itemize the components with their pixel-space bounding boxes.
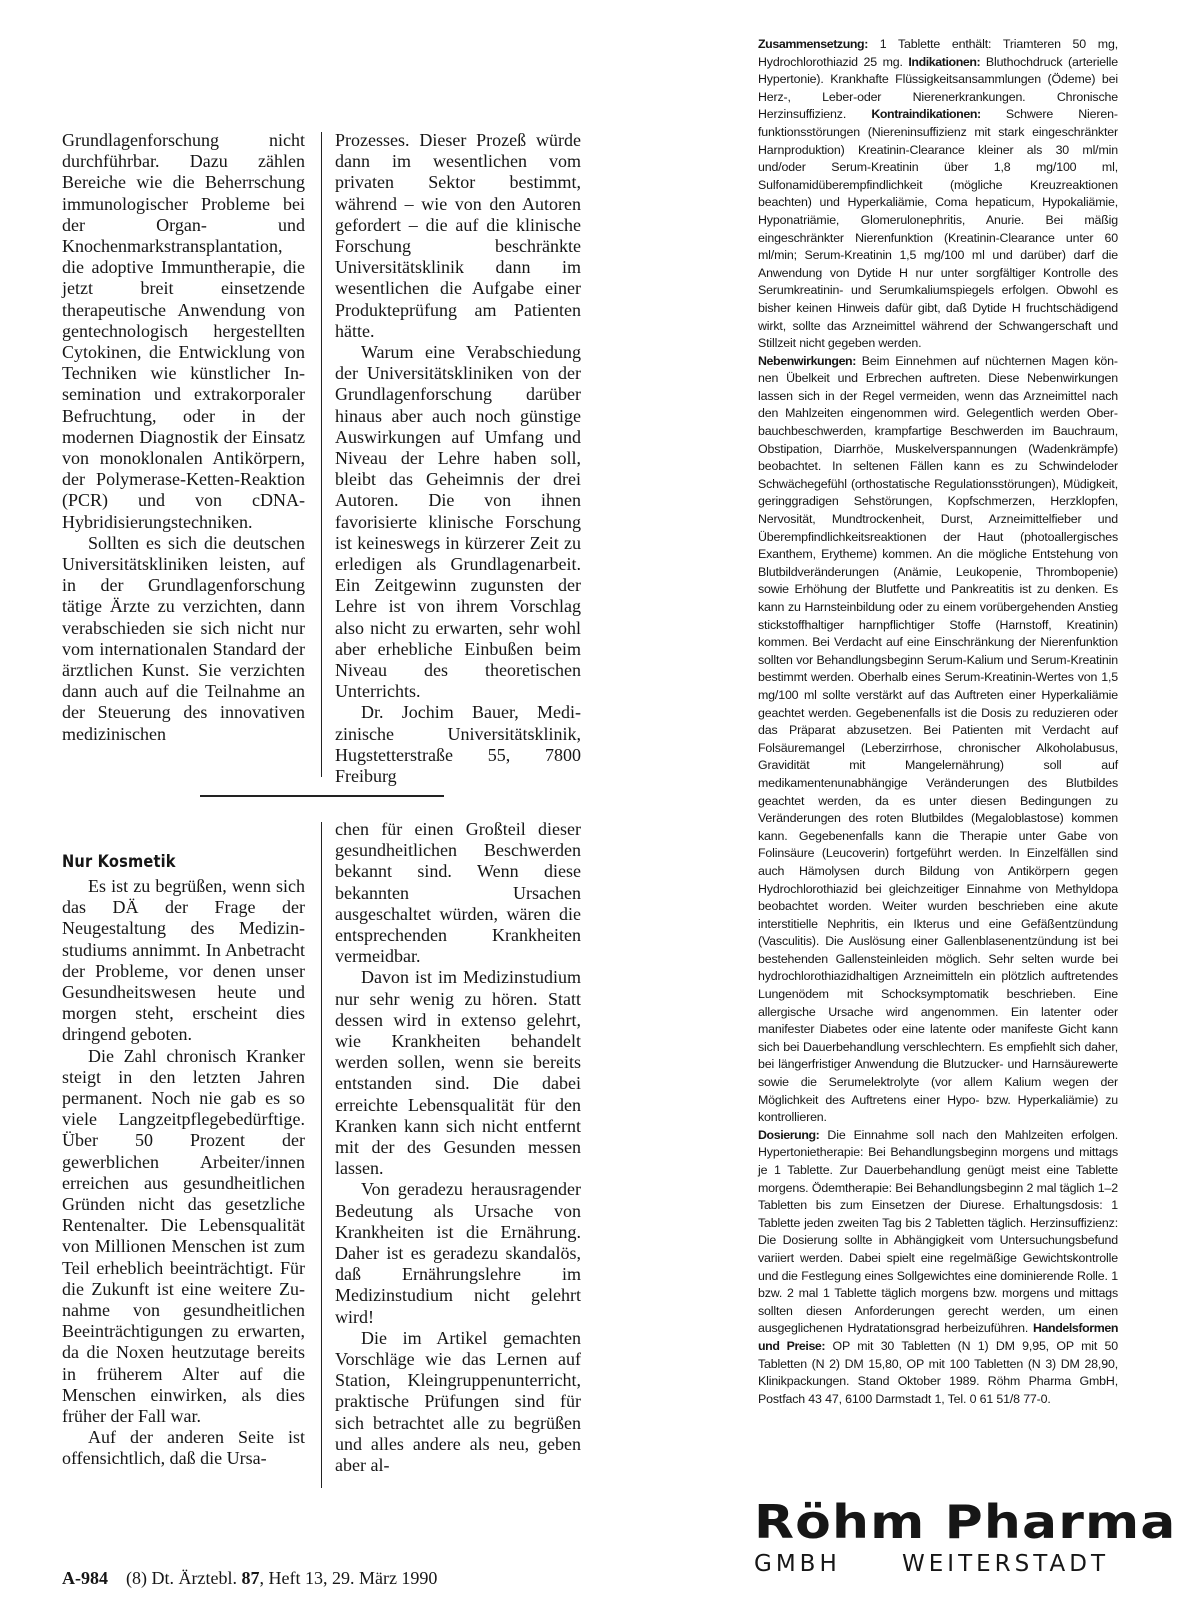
ad-text: Bluthochdruck (arterielle Hypertonie). Krankhafte Flüssigkeitsansammlungen (Ödeme) bei Herz-, Leber-oder Nierenerkrankungen. Chronische Herzinsuffizienz. [758, 54, 1118, 122]
paragraph: Grundlagenforschung nicht durchführbar. Dazu zählen Bereiche wie die Beherrschung immunologischer Probleme bei der Organ- und Knochenmarkstransplantation, die adoptive Immuntherapie, die jetzt breit einsetzende therapeutische Anwendung von gentechnologisch hergestellten Cytokinen, die Entwicklung von Techniken wie künstlicher Insemination und extrakorporaler Befruchtung, oder in der modernen Diagnostik der Einsatz von monoklonalen Antikörpern, der Polymerase-Ketten-Reaktion (PCR) und von cDNA-Hybridisierungstechniken. [62, 130, 305, 532]
letter-column-2 [335, 130, 581, 787]
page-number: A-984 [62, 1568, 108, 1588]
paragraph: Sollten es sich die deutschen Universitätskliniken leisten, auf in der Grundlagenforschung tätige Ärzte zu verzichten, dann verabschieden sie sich nicht nur vom internationalen Standard der ärztlichen Kunst. Sie verzichten dann auch auf die Teilnahme an der Steuerung des innovativen medizinischen [62, 532, 305, 744]
ad-label: Handelsformen und Preise: [758, 1321, 1118, 1353]
signature: Dr. Jochim Bauer, Medizinische Universitätsklinik, Hugstetterstraße 55, 7800 Freiburg [335, 702, 581, 787]
column-divider [321, 822, 322, 1488]
logo-gmbh: GMBH [754, 1551, 841, 1577]
paragraph: chen für einen Großteil dieser gesundheitlichen Beschwerden bekannt sind. Wenn diese bekannten Ursachen ausgeschaltet würden, wären die entsprechenden Krankheiten vermeidbar. [335, 819, 581, 967]
paragraph: Die im Artikel gemachten Vorschläge wie das Lernen auf Station, Kleingruppenunterricht, praktische Prüfungen sind für sich betrachtet alle zu begrüßen und alles andere als neu, geben aber al- [335, 1327, 581, 1476]
citation-volume: 87 [241, 1568, 260, 1588]
ad-paragraph [758, 1127, 1118, 1409]
section-divider [200, 795, 444, 797]
roehm-pharma-logo [754, 1495, 1177, 1577]
ad-label: Kontraindikationen: [871, 107, 981, 122]
paragraph: Die Zahl chronisch Kranker steigt in den letzten Jahren permanent. Noch nie gab es so viele Langzeitpflegebedürftige. Über 50 Prozent der gewerblichen Arbeiter/innen erreichen aus gesundheitlichen Gründen nicht das gesetzliche Rentenalter. Die Lebensqualität von Millionen Menschen ist zum Teil erheblich beeinträchtigt. Für die Zukunft ist eine weitere Zunahme von gesundheitlichen Beeinträchtigungen zu erwarten, da die Noxen heutzutage bereits in früherem Alter auf die Menschen einwirken, als dies früher der Fall war. [62, 1045, 305, 1427]
logo-subline [754, 1551, 1109, 1577]
ad-text: 1 Tablette enthält: Triamteren 50 mg, Hydrochlorothiazid 25 mg. [758, 37, 1118, 69]
paragraph: Prozesses. Dieser Prozeß würde dann im wesentlichen vom privaten Sektor bestimmt, während – wie von den Autoren gefordert – die auf die klinische Forschung beschränkte Universitätsklinik dann im wesentlichen die Aufgabe einer Produkteprüfung am Patienten hätte. [335, 130, 581, 341]
letter-column-1 [62, 130, 305, 745]
ad-label: Nebenwirkungen: [758, 353, 856, 368]
ad-paragraph [758, 353, 1118, 1127]
paragraph: Warum eine Verabschiedung der Universitätskliniken von der Grundlagenforschung darüber hinaus aber auch noch günstige Auswirkungen auf Umfang und Niveau der Lehre haben soll, bleibt das Geheimnis der drei Autoren. Die von ihnen favorisierte klinische Forschung ist keineswegs in kürzerer Zeit zu erledigen als Grundlagenarbeit. Ein Zeitgewinn zugunsten der Lehre ist von ihrem Vorschlag also nicht zu erwarten, sehr wohl aber erhebliche Einbußen beim Niveau des theoretischen Unterrichts. [335, 342, 581, 702]
page-footer [62, 1568, 437, 1589]
ad-text: Die Einnahme soll nach den Mahlzeiten erfolgen. Hypertonietherapie: Bei Behandlungsbeginn morgens und mittags je 1 Tablette. Zur Dauerbehandlung genügt meist eine Tablette morgens. Ödemtherapie: Bei Behandlungsbeginn 2 mal täglich 1–2 Tabletten bis zum Einsetzen der Diurese. Erhaltungsdosis: 1 Tablette jeden zweiten Tag bis 2 Tabletten täglich. Herzinsuffizienz: Die Dosierung sollte in Abhängigkeit vom Untersuchungsbefund variiert werden. Dabei spielt eine regelmäßige Gewichtskontrolle und die Festlegung eines Sollgewichtes eine dominierende Rolle. 1 bzw. 2 mal 1 Tablette täglich morgens bzw. morgens und mittags sollten diesen Anforderungen gerecht werden, um einen ausgeglichenen Hydratationsgrad herbeizuführen. [758, 1127, 1118, 1336]
ad-text: Schwere Nierenfunktionsstörungen (Niereninsuffizienz mit stark eingeschränkter Harnproduktion) Kreatinin-Clearance kleiner als 30 ml/min und/oder Serum-Kreatinin über 1,8 mg/100 ml, Sulfonamidüberempfindlichkeit (mögliche Kreuzreaktionen beachten) und Hyperkaliämie, Coma hepaticum, Hypokaliämie, Hyponatriämie, Glomerulonephritis, Anurie. Bei mäßig eingeschränkter Nierenfunktion (Kreatinin-Clearance unter 60 ml/min; Serum-Kreatinin 1,5 mg/100 ml und darüber) darf die Anwendung von Dytide H nur unter sorgfältiger Kontrolle des Serumkreatinin- und Serumkaliumspiegels erfolgen. Obwohl es bisher keinen Hinweis dafür gibt, daß Dytide H fruchtschädigend wirkt, sollte das Arzneimittel während der Schwangerschaft und Stillzeit nicht gegeben werden. [758, 107, 1118, 351]
letter-column-3 [62, 876, 305, 1470]
citation-issue: , Heft 13, 29. März 1990 [259, 1568, 438, 1588]
citation-prefix: (8) Dt. Ärztebl. [126, 1568, 242, 1588]
paragraph: Auf der anderen Seite ist offensichtlich, daß die Ursa- [62, 1427, 305, 1469]
logo-name: Röhm Pharma [754, 1495, 1177, 1549]
paragraph: Von geradezu herausragender Bedeutung als Ursache von Krankheiten ist die Ernährung. Daher ist es geradezu skandalös, daß Ernährungslehre im Medizinstudium nicht gelehrt wird! [335, 1179, 581, 1327]
section-title: Nur Kosmetik [62, 852, 176, 872]
logo-location: WEITERSTADT [902, 1551, 1109, 1577]
drug-information [758, 36, 1118, 1408]
ad-text: OP mit 30 Tabletten (N 1) DM 9,95, OP mit 50 Tabletten (N 2) DM 15,80, OP mit 100 Tabletten (N 3) DM 28,90, Klinikpackungen. Stand Oktober 1989. Röhm Pharma GmbH, Postfach 43 47, 6100 Darmstadt 1, Tel. 0 61 51/8 77-0. [758, 1338, 1118, 1406]
ad-label: Zusammensetzung: [758, 37, 868, 51]
ad-text: Beim Einnehmen auf nüchternen Magen können Übelkeit und Erbrechen auftreten. Diese Nebenwirkungen lassen sich in der Regel vermeiden, wenn das Arzneimittel nach den Mahlzeiten eingenommen wird. Gelegentlich werden Oberbauchbeschwerden, krampfartige Beschwerden im Bauchraum, Obstipation, Diarrhöe, Muskelverspannungen (Wadenkrämpfe) beobachtet. In seltenen Fällen kann es zu Schwindeloder Schwächegefühl (orthostatische Regulationsstörungen), Müdigkeit, geringgradigen Sehstörungen, Kopfschmerzen, Herzklopfen, Nervosität, Mundtrockenheit, Durst, Arzneimittelfieber und Überempfindlichkeitsreaktionen der Haut (photoallergisches Exanthem, Erytheme) kommen. An die mögliche Entstehung von Blutbildveränderungen (Anämie, Leukopenie, Thrombopenie) sowie Erhöhung der Blutfette und Pankreatitis ist zu denken. Es kann zu Harnsteinbildung oder zu einem vorübergehenden Anstieg stickstoffhaltiger harnpflichtiger Stoffe (Harnstoff, Kreatinin) kommen. Bei Verdacht auf eine Einschränkung der Nierenfunktion sollten vor Behandlungsbeginn Serum-Kalium und Serum-Kreatinin bestimmt werden. Oberhalb eines Serum-Kreatinin-Wertes von 1,5 mg/100 ml sollte verstärkt auf das Auftreten einer Hyperkaliämie geachtet werden. Gegebenenfalls ist die Dosis zu reduzieren oder das Präparat abzusetzen. Bei Patienten mit Verdacht auf Folsäuremangel (Leberzirrhose, chronischer Alkoholabusus, Gravidität mit Mangelernährung) soll auf medikamentenunabhängige Veränderungen des Blutbildes geachtet werden, da es unter diesen Bedingungen zu Veränderungen des roten Blutbildes (Megaloblastose) kommen kann. Gegebenenfalls kann die Therapie unter Gabe von Folinsäure (Leucoverin) fortgeführt werden. In Einzelfällen sind auch Hämolysen durch Bildung von Antikörpern gegen Hydrochlorothiazid bei gleichzeitiger Einnahme von Methyldopa beobachtet worden. Weiter wurden beschrieben eine akute interstitielle Nephritis, ein Ikterus und eine Gefäßentzündung (Vasculitis). Die Auslösung einer Gallenblasenentzündung ist bei bestehenden Gallensteinleiden möglich. Sehr selten wurde bei hydrochlorothiazidhaltigen Arzneimitteln ein plötzlich auftretendes Lungenödem mit Schocksymptomatik beschrieben. Eine allergische Ursache wird angenommen. Ein latenter oder manifester Diabetes oder eine latente oder manifeste Gicht kann sich bei Dauerbehandlung verschlechtern. Es empfiehlt sich daher, bei längerfristiger Anwendung die Blutzucker- und Harnsäurewerte sowie die Serumelektrolyte (vor allem Kalium wegen der Möglichkeit des Auftretens einer Hypo- bzw. Hyperkaliämie) zu kontrollieren. [758, 353, 1118, 1125]
ad-label: Indikationen: [908, 54, 981, 69]
ad-paragraph [758, 36, 1118, 353]
paragraph: Es ist zu begrüßen, wenn sich das DÄ der Frage der Neugestaltung des Medizinstudiums annimmt. In Anbetracht der Probleme, vor denen unser Gesundheitswesen heute und morgen steht, erscheint dies dringend geboten. [62, 876, 305, 1045]
column-divider [321, 132, 322, 777]
letter-column-4 [335, 819, 581, 1476]
paragraph: Davon ist im Medizinstudium nur sehr wenig zu hören. Statt dessen wird in extenso gelehrt, wie Krankheiten behandelt werden sollen, wenn sie bereits entstanden sind. Die dabei erreichte Lebensqualität für den Kranken kann sich nicht entfernt mit der des Gesunden messen lassen. [335, 967, 581, 1179]
ad-label: Dosierung: [758, 1127, 820, 1142]
